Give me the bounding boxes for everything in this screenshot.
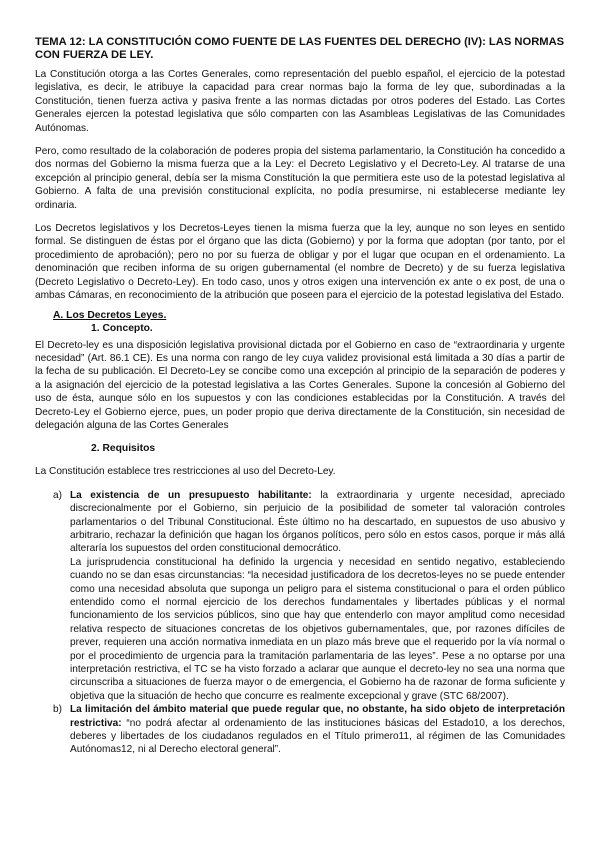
list-item-continuation: La jurisprudencia constitucional ha definido la urgencia y necesidad en sentido negativo, estableciendo cuando no se dan esas circunstancias: “la necesidad justificadora de los decretos-leyes no se puede entender como una necesidad absoluta que suponga un peligro para el sistema constitucional o para el orden público entendido como el normal ejercicio de los derechos fundamentales y libertades públicas y el normal funcionamiento de los servicios públicos, sino que hay que entenderlo con mayor amplitud como necesidad relativa respecto de situaciones concretas de los objetivos gubernamentales, que, por razones difíciles de prever, requieren una acción normativa inmediata en un plazo más breve que el requerido por la vía normal o por el procedimiento de urgencia para la tramitación parlamentaria de las leyes”. Pese a no optarse por una interpretación restrictiva, el TC se ha visto forzado a aclarar que aunque el decreto-ley no sea una norma que circunscriba a situaciones de fuerza mayor o de emergencia, el Gobierno ha de razonar de forma suficiente y objetiva que la situación de hecho que concurre es realmente excepcional y grave (STC 68/2007). bbox=[70, 556, 565, 702]
list-item-body: la extraordinaria y urgente necesidad, apreciado discrecionalmente por el Gobierno, sin perjuicio de la posibilidad de someter tal valoración controles parlamentarios o del Tribunal Constitucional. Éste último no ha descartado, en supuestos de uso abusivo y arbitrario, rechazar la definición que hagan los órganos políticos, pero sólo en estos casos, porque ir más allá alteraría los supuestos del orden constitucional democrático. bbox=[70, 489, 565, 555]
section-heading-decretos-leyes: A. Los Decretos Leyes. bbox=[53, 309, 167, 321]
concept-paragraph: El Decreto-ley es una disposición legislativa provisional dictada por el Gobierno en caso de “extraordinaria y urgente necesidad” (Art. 86.1 CE). Es una norma con rango de ley cuya validez provisional está limitada a 30 días a partir de la fecha de su publicación. El Decreto-Ley se concibe como una excepción al principio de la separación de poderes y a la asignación del ejercicio de la potestad legislativa a las Cortes Generales. Supone la concesión al Gobierno del uso de ésta, aunque sólo en los supuestos y con las condiciones establecidas por la Constitución. A través del Decreto-Ley el Gobierno ejerce, pues, un poder propio que deriva directamente de la Constitución, sin necesidad de delegación alguna de las Cortes Generales bbox=[35, 339, 565, 431]
list-item bbox=[35, 703, 565, 757]
intro-paragraph-3: Los Decretos legislativos y los Decretos-Leyes tienen la misma fuerza que la ley, aunque no son leyes en sentido formal. Se distinguen de éstas por el órgano que las dicta (Gobierno) y por la forma que adoptan (por tanto, por el procedimiento de aprobación); pero no por su fuerza de obligar y por el lugar que ocupan en el ordenamiento. La denominación que reciben informa de su origen gubernamental (el nombre de Decreto) y de su fuerza legislativa (Decreto Legislativo o Decreto-Ley). En todo caso, unos y otros exigen una intervención ex ante o ex post, de una o ambas Cámaras, en reconocimiento de la atribución que poseen para el ejercicio de la potestad legislativa del Estado. bbox=[35, 223, 565, 302]
document-page bbox=[35, 36, 565, 757]
document-title: TEMA 12: LA CONSTITUCIÓN COMO FUENTE DE LAS FUENTES DEL DERECHO (IV): LAS NORMAS CON FUERZA DE LEY. bbox=[35, 36, 565, 61]
requisitos-list bbox=[35, 489, 565, 757]
list-item-lead: La limitación del ámbito material que puede regular que, no obstante, ha sido objeto de interpretación restrictiva: bbox=[70, 704, 565, 729]
list-item-body: “no podrá afectar al ordenamiento de las instituciones básicas del Estado10, a los derechos, deberes y libertades de los ciudadanos regulados en el Título primero11, al régimen de las Comunidades Autónomas12, ni al Derecho electoral general”. bbox=[70, 717, 565, 756]
list-item-text bbox=[70, 489, 565, 556]
list-item bbox=[35, 489, 565, 704]
intro-paragraph-1: La Constitución otorga a las Cortes Generales, como representación del pueblo español, el ejercicio de la potestad legislativa, es decir, le atribuye la capacidad para crear normas bajo la forma de ley que, subordinadas a la Constitución, tienen fuerza activa y pasiva frente a las normas dictadas por otros poderes del Estado. Las Cortes Generales ejercen la potestad legislativa que sólo comparten con las Asambleas Legislativas de las Comunidades Autónomas. bbox=[35, 69, 565, 134]
intro-paragraph-2: Pero, como resultado de la colaboración de poderes propia del sistema parlamentario, la Constitución ha concedido a dos normas del Gobierno la misma fuerza que a la Ley: el Decreto Legislativo y el Decreto-Ley. Al tratarse de una excepción al principio general, debía ser la misma Constitución la que permitiera este uso de la potestad legislativa al Gobierno. A falta de una previsión constitucional explícita, no podía presumirse, ni establecerse mediante ley ordinaria. bbox=[35, 146, 565, 211]
list-marker: b) bbox=[53, 704, 62, 716]
list-item-lead: La existencia de un presupuesto habilitante: bbox=[70, 489, 312, 501]
list-item-text bbox=[70, 703, 565, 757]
requisitos-intro: La Constitución establece tres restricciones al uso del Decreto-Ley. bbox=[35, 466, 336, 478]
subsection-heading-concepto: 1. Concepto. bbox=[91, 322, 153, 334]
subsection-heading-requisitos: 2. Requisitos bbox=[91, 443, 156, 455]
list-marker: a) bbox=[53, 489, 62, 501]
